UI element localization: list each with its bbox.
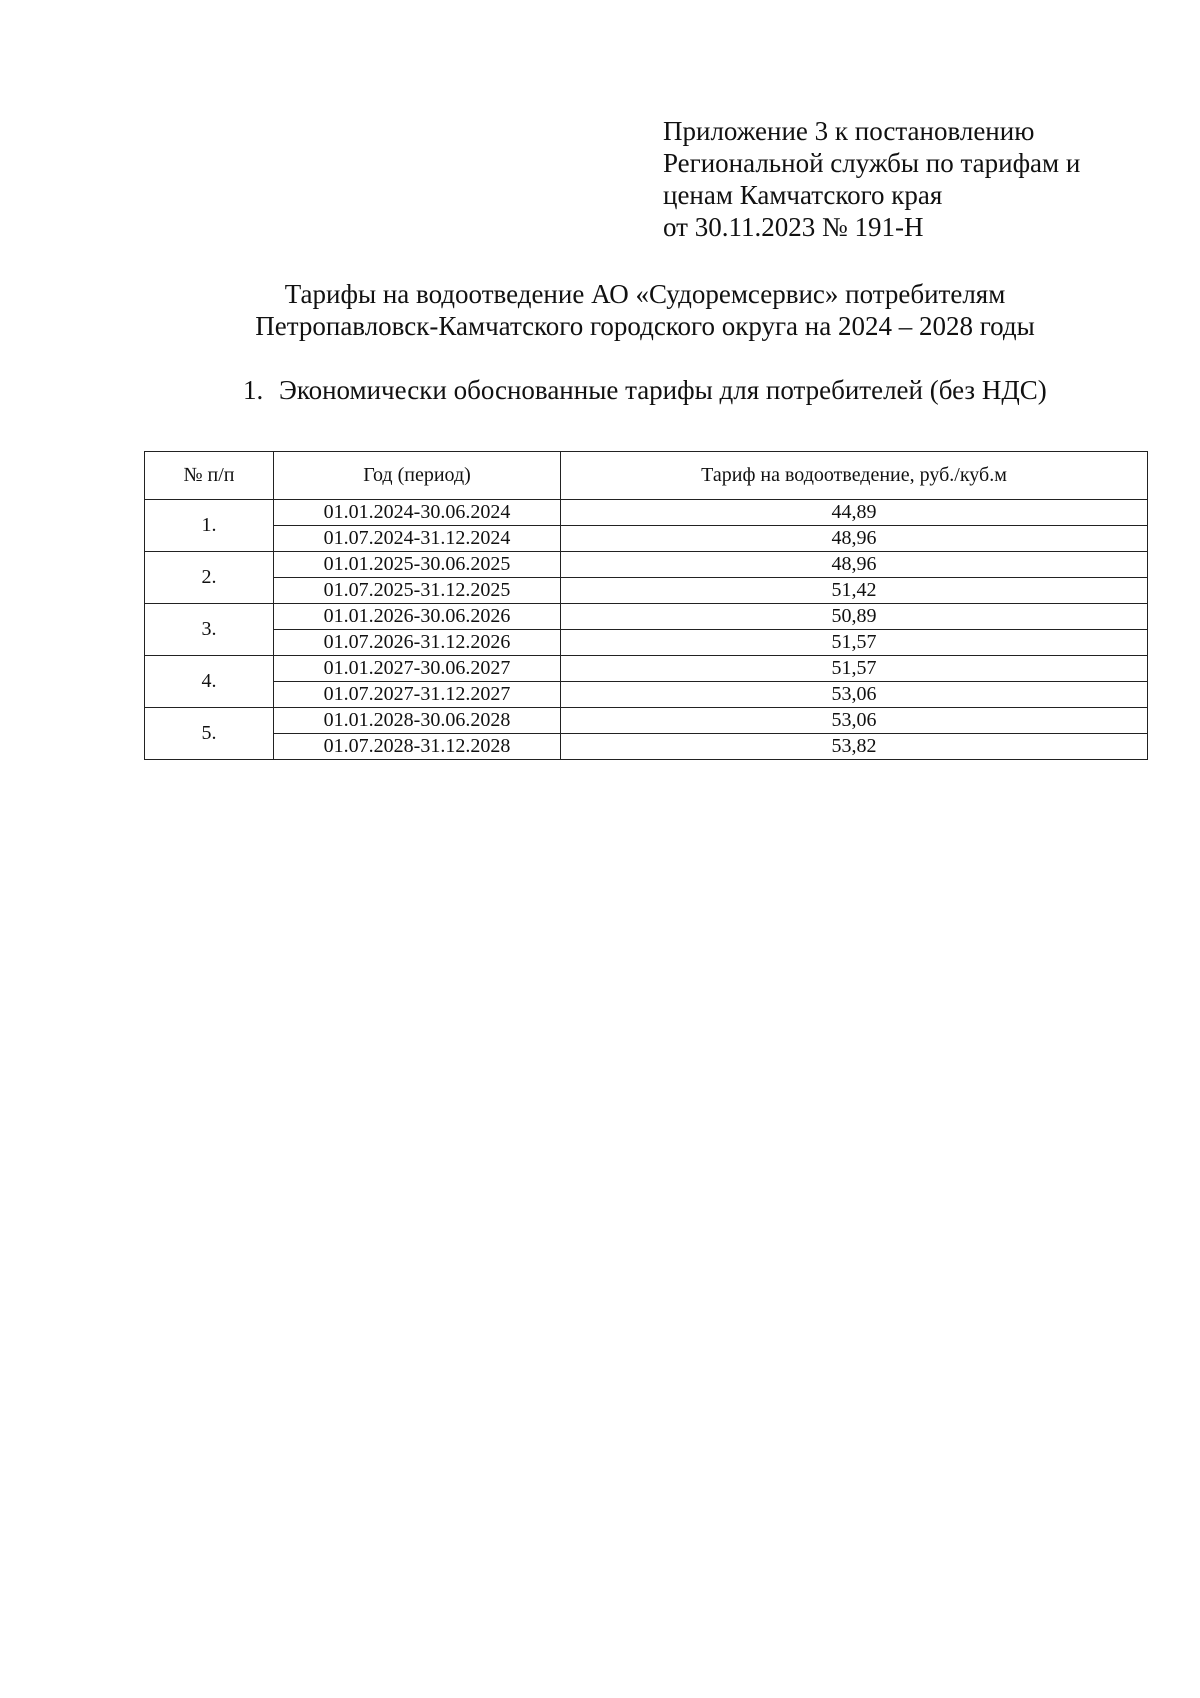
row-number: 3. bbox=[145, 604, 274, 656]
section-text: Экономически обоснованные тарифы для потребителей (без НДС) bbox=[279, 375, 1047, 405]
title-line: Тарифы на водоотведение АО «Судоремсервис» потребителям bbox=[284, 279, 1006, 309]
row-period: 01.01.2027-30.06.2027 bbox=[274, 656, 561, 682]
row-number: 5. bbox=[145, 708, 274, 760]
header-period: Год (период) bbox=[274, 452, 561, 500]
table-row bbox=[145, 682, 1148, 708]
row-tariff: 53,82 bbox=[561, 734, 1148, 760]
header-tariff: Тариф на водоотведение, руб./куб.м bbox=[561, 452, 1148, 500]
table-row bbox=[145, 708, 1148, 734]
table-row bbox=[145, 578, 1148, 604]
row-period: 01.01.2026-30.06.2026 bbox=[274, 604, 561, 630]
table-row bbox=[145, 552, 1148, 578]
row-period: 01.01.2024-30.06.2024 bbox=[274, 500, 561, 526]
table-row bbox=[145, 500, 1148, 526]
row-tariff: 51,57 bbox=[561, 656, 1148, 682]
row-tariff: 44,89 bbox=[561, 500, 1148, 526]
row-tariff: 48,96 bbox=[561, 552, 1148, 578]
title-line: Петропавловск-Камчатского городского округа на 2024 – 2028 годы bbox=[255, 311, 1035, 341]
table-row bbox=[145, 630, 1148, 656]
appendix-line: Региональной службы по тарифам и bbox=[663, 148, 1081, 178]
row-tariff: 51,42 bbox=[561, 578, 1148, 604]
row-tariff: 51,57 bbox=[561, 630, 1148, 656]
row-period: 01.07.2024-31.12.2024 bbox=[274, 526, 561, 552]
row-period: 01.07.2025-31.12.2025 bbox=[274, 578, 561, 604]
row-tariff: 48,96 bbox=[561, 526, 1148, 552]
row-number: 4. bbox=[145, 656, 274, 708]
row-number: 1. bbox=[145, 500, 274, 552]
row-period: 01.07.2028-31.12.2028 bbox=[274, 734, 561, 760]
section-heading bbox=[243, 374, 1047, 406]
row-tariff: 53,06 bbox=[561, 682, 1148, 708]
table-row bbox=[145, 526, 1148, 552]
table-row bbox=[145, 656, 1148, 682]
appendix-line: ценам Камчатского края bbox=[663, 180, 943, 210]
row-period: 01.07.2027-31.12.2027 bbox=[274, 682, 561, 708]
appendix-line: Приложение 3 к постановлению bbox=[663, 116, 1035, 146]
table-header-row bbox=[145, 452, 1148, 500]
header-number: № п/п bbox=[145, 452, 274, 500]
table-row bbox=[145, 604, 1148, 630]
row-period: 01.01.2025-30.06.2025 bbox=[274, 552, 561, 578]
row-period: 01.01.2028-30.06.2028 bbox=[274, 708, 561, 734]
tariff-table bbox=[144, 451, 1148, 760]
row-period: 01.07.2026-31.12.2026 bbox=[274, 630, 561, 656]
appendix-block bbox=[663, 115, 1080, 243]
document-title bbox=[0, 278, 1200, 342]
row-number: 2. bbox=[145, 552, 274, 604]
row-tariff: 50,89 bbox=[561, 604, 1148, 630]
appendix-line: от 30.11.2023 № 191-Н bbox=[663, 212, 924, 242]
section-number: 1. bbox=[243, 375, 264, 405]
row-tariff: 53,06 bbox=[561, 708, 1148, 734]
table-row bbox=[145, 734, 1148, 760]
